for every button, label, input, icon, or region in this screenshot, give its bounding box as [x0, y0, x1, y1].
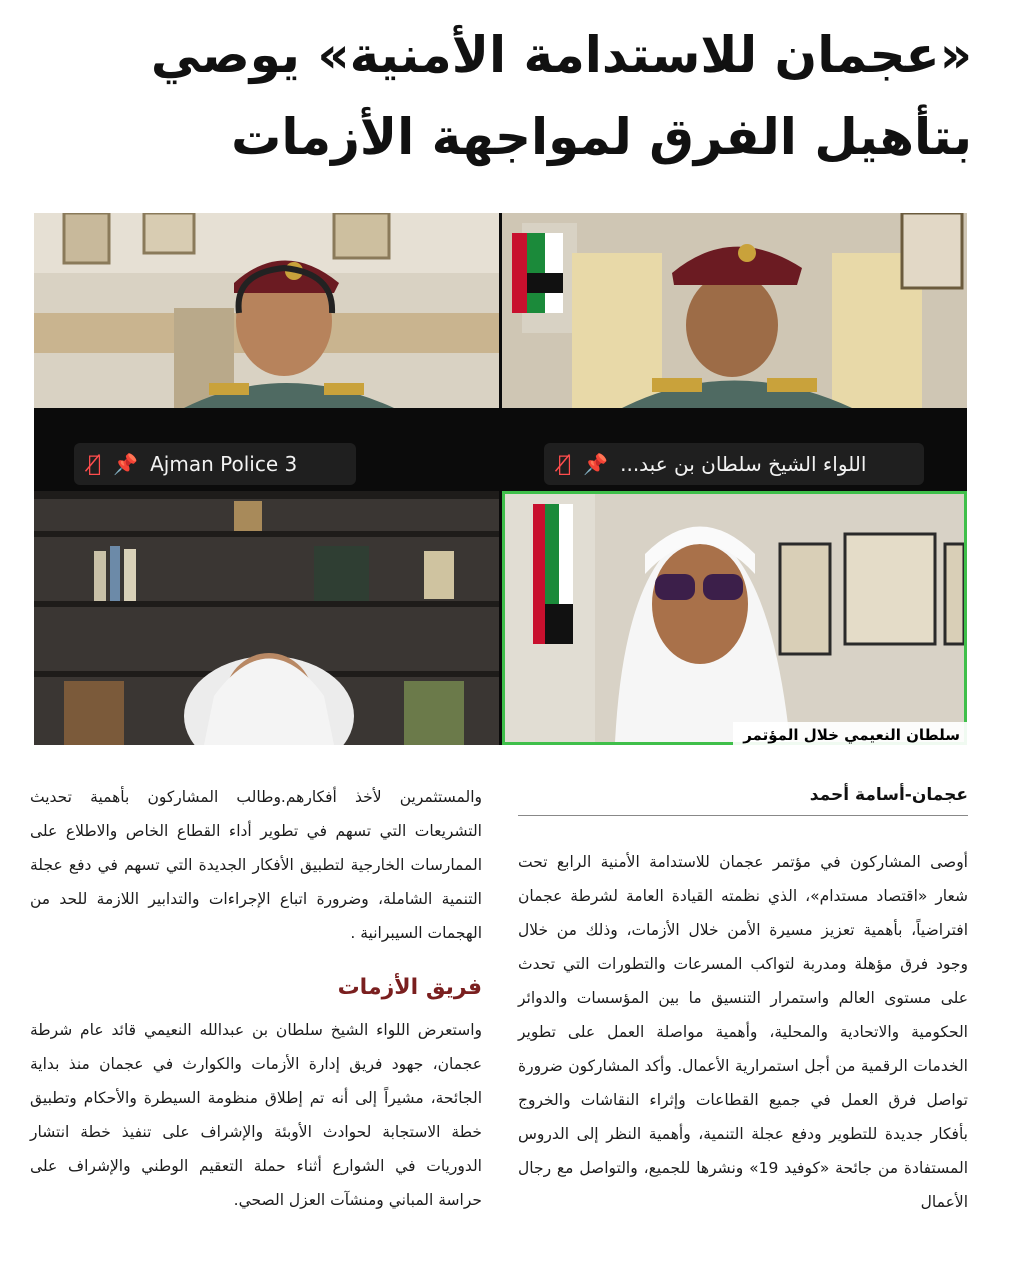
- byline: عجمان-أسامة أحمد: [809, 785, 968, 805]
- participant-label-left: [74, 443, 356, 485]
- video-tile-top-right: [502, 213, 967, 408]
- video-tile-bottom-right-active: [502, 491, 967, 745]
- participant-image: [505, 494, 964, 742]
- participant-image: [34, 213, 499, 408]
- pin-icon: 📌: [583, 452, 609, 476]
- article-column-left-top: والمستثمرين لأخذ أفكارهم.وطالب المشاركون بأهمية تحديث التشريعات التي تسهم في تطوير أداء القطاع الخاص والاطلاع على الممارسات الخارجية لتطبيق الأفكار الجديدة التي تسهم في دفع عجلة التنمية الشاملة، وضرورة اتباع الإجراءات والتدابير اللازمة للحد من الهجمات السيبرانية .: [30, 788, 482, 942]
- section-subheading: فريق الأزمات: [337, 975, 482, 1000]
- photo-caption: سلطان النعيمي خلال المؤتمر: [733, 722, 970, 748]
- article-column-left-bottom: واستعرض اللواء الشيخ سلطان بن عبدالله النعيمي قائد عام شرطة عجمان، جهود فريق إدارة الأزمات والكوارث في عجمان منذ بداية الجائحة، مشيراً إلى أنه تم إطلاق منظومة السيطرة والأحكام وتطبيق خطة الاستجابة لحوادث الأوبئة والإشراف على تنفيذ خطة انتشار الدوريات في الشوارع أثناء حملة التعقيم الوطني والإشراف على حراسة المباني ومنشآت العزل الصحي.: [30, 1021, 482, 1209]
- article-column-right: أوصى المشاركون في مؤتمر عجمان للاستدامة الأمنية الرابع تحت شعار «اقتصاد مستدام»، الذي نظمته القيادة العامة لشرطة عجمان افتراضياً، بأهمية تعزيز مسيرة الأمن خلال الأزمات، وذلك من خلال وجود فرق مؤهلة ومدربة لتواكب المسرعات والتطورات التي تحدث على مستوى العالم واستمرار التنسيق ما بين المؤسسات والدوائر الحكومية والاتحادية والمحلية، وأهمية مواصلة العمل على تطوير الخدمات الرقمية من أجل استمرارية الأعمال. وأكد المشاركون ضرورة تواصل فرق العمل في جميع القطاعات وإثراء النقاشات والخروج بأفكار جديدة للتطوير ودفع عجلة التنمية، وأهمية النظر إلى الدروس المستفادة من جائحة «كوفيد 19» ونشرها للجميع، والتواصل مع رجال الأعمال: [518, 853, 969, 1211]
- participant-image: [502, 213, 967, 408]
- participant-image: [34, 491, 499, 745]
- byline-divider: [518, 815, 968, 816]
- mic-muted-icon: 🎙̸: [558, 451, 572, 477]
- headline-line-2: بتأهيل الفرق لمواجهة الأزمات: [231, 108, 972, 166]
- participant-label-right: [544, 443, 924, 485]
- participant-name: Ajman Police 3: [150, 452, 298, 476]
- video-conference-grid: [34, 213, 967, 745]
- video-tile-top-left: [34, 213, 499, 408]
- headline-line-1: «عجمان للاستدامة الأمنية» يوصي: [150, 26, 972, 84]
- pin-icon: 📌: [113, 452, 139, 476]
- mic-muted-icon: 🎙̸: [88, 451, 102, 477]
- video-tile-bottom-left: [34, 491, 499, 745]
- participant-name: اللواء الشيخ سلطان بن عبد...: [620, 452, 867, 476]
